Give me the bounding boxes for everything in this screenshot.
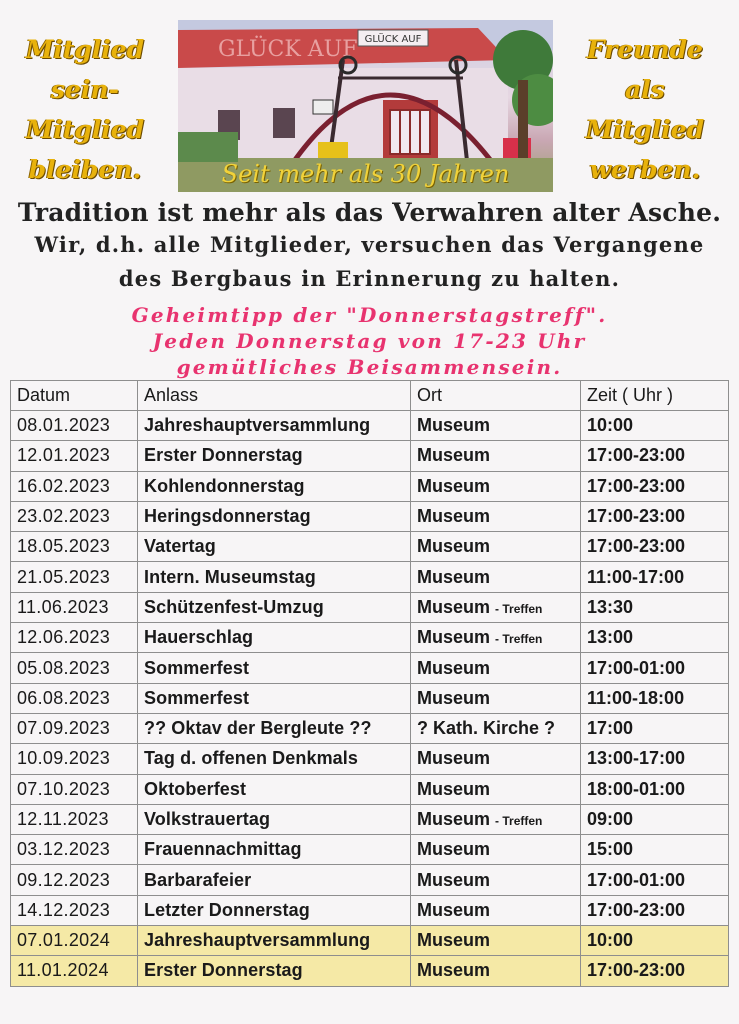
cell-zeit-text: 17:00-23:00	[587, 445, 686, 466]
cell-zeit-text: 13:00	[587, 627, 634, 648]
table-row	[11, 865, 729, 895]
table-row	[11, 926, 729, 956]
table-row	[11, 501, 729, 531]
cell-datum	[11, 956, 138, 986]
cell-ort-text: Museum	[417, 960, 491, 981]
cell-zeit-text: 13:30	[587, 596, 634, 617]
cell-anlass-text: Volkstrauertag	[144, 809, 271, 829]
cell-datum	[11, 411, 138, 441]
cell-ort	[411, 865, 581, 895]
cell-zeit-text: 13:00-17:00	[587, 748, 686, 769]
cell-anlass	[138, 592, 411, 622]
cell-zeit	[581, 653, 729, 683]
cell-anlass	[138, 441, 411, 471]
cell-anlass	[138, 926, 411, 956]
cell-ort	[411, 592, 581, 622]
cell-datum-text: 18.05.2023	[17, 536, 111, 557]
cell-zeit-text: 15:00	[587, 839, 634, 860]
cell-datum	[11, 926, 138, 956]
cell-ort	[411, 744, 581, 774]
cell-datum-text: 07.09.2023	[17, 718, 111, 739]
cell-ort	[411, 926, 581, 956]
cell-zeit-text: 10:00	[587, 930, 634, 951]
cell-ort-text: Museum	[417, 415, 491, 436]
cell-anlass	[138, 562, 411, 592]
table-row	[11, 956, 729, 986]
cell-datum-text: 10.09.2023	[17, 748, 111, 769]
cell-ort-text: Museum	[417, 596, 491, 617]
cell-ort	[411, 956, 581, 986]
cell-ort-text: Museum	[417, 627, 491, 648]
cell-zeit	[581, 592, 729, 622]
cell-anlass	[138, 471, 411, 501]
cell-zeit	[581, 532, 729, 562]
cell-zeit	[581, 411, 729, 441]
cell-anlass	[138, 774, 411, 804]
cell-zeit-text: 17:00	[587, 718, 634, 739]
cell-datum-text: 12.06.2023	[17, 627, 111, 648]
roof-lettering: GLÜCK AUF	[218, 37, 358, 62]
cell-anlass	[138, 532, 411, 562]
cell-datum-text: 09.12.2023	[17, 869, 111, 890]
cell-anlass	[138, 653, 411, 683]
cell-datum	[11, 441, 138, 471]
cell-zeit-text: 18:00-01:00	[587, 778, 686, 799]
cell-ort	[411, 562, 581, 592]
cell-datum	[11, 774, 138, 804]
cell-zeit	[581, 774, 729, 804]
cell-datum	[11, 653, 138, 683]
cell-anlass	[138, 865, 411, 895]
cell-anlass	[138, 895, 411, 925]
headline-line-1: Tradition ist mehr als das Verwahren alter Asche.	[17, 198, 722, 227]
cell-datum	[11, 744, 138, 774]
cell-datum-text: 12.01.2023	[17, 445, 111, 466]
cell-anlass	[138, 683, 411, 713]
cell-anlass-text: Schützenfest-Umzug	[144, 596, 324, 617]
table-row	[11, 835, 729, 865]
photo-caption: Seit mehr als 30 Jahren	[221, 160, 510, 188]
cell-anlass-text: Sommerfest	[144, 657, 250, 678]
cell-ort-text: Museum	[417, 475, 491, 496]
tip-line-1: Geheimtipp der "Donnerstagstreff".	[131, 303, 608, 327]
cell-datum-text: 21.05.2023	[17, 566, 111, 587]
cell-anlass	[138, 835, 411, 865]
cell-zeit	[581, 623, 729, 653]
cell-ort	[411, 623, 581, 653]
cell-ort-text: Museum	[417, 657, 491, 678]
table-header-row	[11, 381, 729, 411]
cell-ort-note: - Treffen	[495, 632, 543, 647]
cell-ort	[411, 653, 581, 683]
cell-anlass-text: Intern. Museumstag	[144, 566, 316, 587]
cell-zeit-text: 09:00	[587, 809, 634, 829]
cell-anlass-text: Erster Donnerstag	[144, 960, 303, 981]
cell-ort-text: Museum	[417, 839, 491, 860]
cell-zeit	[581, 744, 729, 774]
cell-datum-text: 07.01.2024	[17, 930, 111, 951]
cell-datum-text: 03.12.2023	[17, 839, 111, 860]
cell-datum-text: 07.10.2023	[17, 778, 111, 799]
cell-datum	[11, 895, 138, 925]
cell-datum	[11, 804, 138, 834]
cell-zeit	[581, 895, 729, 925]
cell-anlass-text: Letzter Donnerstag	[144, 899, 310, 920]
cell-zeit-text: 17:00-23:00	[587, 475, 686, 496]
cell-zeit-text: 11:00-18:00	[587, 687, 685, 708]
cell-zeit	[581, 683, 729, 713]
cell-anlass-text: ?? Oktav der Bergleute ??	[144, 718, 372, 739]
tip-line-3: gemütliches Beisammensein.	[176, 355, 563, 379]
museum-photo	[178, 20, 553, 192]
cell-datum	[11, 471, 138, 501]
table-row	[11, 804, 729, 834]
table-row	[11, 471, 729, 501]
cell-ort	[411, 774, 581, 804]
table-row	[11, 895, 729, 925]
cell-datum-text: 11.01.2024	[17, 960, 109, 981]
cell-zeit-text: 17:00-01:00	[587, 869, 686, 890]
cell-ort-text: Museum	[417, 930, 491, 951]
cell-zeit	[581, 713, 729, 743]
cell-ort-text: Museum	[417, 566, 491, 587]
cell-zeit-text: 11:00-17:00	[587, 566, 685, 587]
cell-ort	[411, 411, 581, 441]
cell-zeit-text: 17:00-01:00	[587, 657, 686, 678]
table-row	[11, 713, 729, 743]
headline-line-3: des Bergbaus in Erinnerung zu halten.	[118, 266, 621, 291]
cell-datum-text: 08.01.2023	[17, 415, 111, 436]
table-row	[11, 774, 729, 804]
table-row	[11, 411, 729, 441]
cell-ort	[411, 471, 581, 501]
cell-datum	[11, 865, 138, 895]
headline-line-2: Wir, d.h. alle Mitglieder, versuchen das Vergangene	[34, 232, 705, 257]
cell-ort-text: ? Kath. Kirche ?	[417, 718, 556, 739]
header-ort: Ort	[411, 381, 581, 411]
cell-zeit-text: 17:00-23:00	[587, 899, 686, 920]
cell-ort	[411, 683, 581, 713]
header-zeit: Zeit ( Uhr )	[581, 381, 729, 411]
cell-ort	[411, 713, 581, 743]
table-row	[11, 623, 729, 653]
cell-anlass	[138, 623, 411, 653]
cell-zeit	[581, 501, 729, 531]
cell-zeit-text: 17:00-23:00	[587, 506, 686, 527]
cell-anlass	[138, 411, 411, 441]
table-row	[11, 562, 729, 592]
cell-anlass-text: Heringsdonnerstag	[144, 506, 311, 527]
cell-zeit-text: 10:00	[587, 415, 634, 436]
cell-zeit-text: 17:00-23:00	[587, 960, 686, 981]
cell-anlass-text: Oktoberfest	[144, 778, 247, 799]
cell-anlass-text: Kohlendonnerstag	[144, 475, 305, 496]
cell-datum	[11, 562, 138, 592]
cell-zeit	[581, 865, 729, 895]
cell-ort	[411, 895, 581, 925]
cell-datum	[11, 592, 138, 622]
cell-anlass	[138, 744, 411, 774]
cell-anlass-text: Jahreshauptversammlung	[144, 930, 371, 951]
cell-zeit	[581, 956, 729, 986]
cell-anlass-text: Barbarafeier	[144, 869, 252, 890]
cell-anlass-text: Jahreshauptversammlung	[144, 415, 371, 436]
cell-ort-text: Museum	[417, 869, 491, 890]
cell-datum	[11, 623, 138, 653]
cell-zeit-text: 17:00-23:00	[587, 536, 686, 557]
cell-ort	[411, 532, 581, 562]
cell-datum	[11, 683, 138, 713]
cell-ort-text: Museum	[417, 506, 491, 527]
tip-line-2: Jeden Donnerstag von 17-23 Uhr	[152, 329, 587, 353]
table-row	[11, 653, 729, 683]
header-anlass: Anlass	[138, 381, 411, 411]
cell-ort-text: Museum	[417, 899, 491, 920]
cell-ort	[411, 501, 581, 531]
cell-ort-note: - Treffen	[495, 814, 543, 828]
cell-datum-text: 12.11.2023	[17, 809, 109, 829]
cell-ort-text: Museum	[417, 445, 491, 466]
table-row	[11, 744, 729, 774]
cell-ort-text: Museum	[417, 536, 491, 557]
cell-anlass	[138, 713, 411, 743]
cell-datum	[11, 835, 138, 865]
event-schedule-table	[10, 380, 729, 987]
cell-datum-text: 14.12.2023	[17, 899, 111, 920]
cell-anlass-text: Tag d. offenen Denkmals	[144, 748, 359, 769]
cell-datum	[11, 532, 138, 562]
right-slogan: Freunde als Mitglied werben.	[585, 35, 705, 184]
cell-datum-text: 06.08.2023	[17, 687, 111, 708]
cell-zeit	[581, 471, 729, 501]
table-row	[11, 683, 729, 713]
cell-datum-text: 11.06.2023	[17, 596, 109, 617]
cell-ort	[411, 835, 581, 865]
cell-ort-text: Museum	[417, 748, 491, 769]
table-row	[11, 441, 729, 471]
cell-anlass	[138, 956, 411, 986]
cell-ort	[411, 804, 581, 834]
cell-anlass	[138, 804, 411, 834]
cell-anlass-text: Frauennachmittag	[144, 839, 302, 860]
table-row	[11, 532, 729, 562]
header-datum: Datum	[11, 381, 138, 411]
cell-anlass-text: Hauerschlag	[144, 627, 254, 648]
cell-zeit	[581, 441, 729, 471]
cell-zeit	[581, 835, 729, 865]
cell-anlass	[138, 501, 411, 531]
cell-zeit	[581, 804, 729, 834]
cell-anlass-text: Vatertag	[144, 536, 216, 557]
cell-ort-text: Museum	[417, 778, 491, 799]
cell-zeit	[581, 926, 729, 956]
table-row	[11, 592, 729, 622]
sign-board-lettering: GLÜCK AUF	[364, 34, 422, 45]
cell-anlass-text: Erster Donnerstag	[144, 445, 303, 466]
cell-ort-text: Museum	[417, 687, 491, 708]
left-slogan: Mitglied sein- Mitglied bleiben.	[25, 35, 145, 184]
cell-ort-note: - Treffen	[495, 601, 543, 616]
cell-ort-text: Museum	[417, 809, 491, 829]
cell-datum-text: 23.02.2023	[17, 506, 111, 527]
cell-anlass-text: Sommerfest	[144, 687, 250, 708]
cell-ort	[411, 441, 581, 471]
cell-datum-text: 16.02.2023	[17, 475, 111, 496]
cell-datum	[11, 713, 138, 743]
cell-zeit	[581, 562, 729, 592]
cell-datum-text: 05.08.2023	[17, 657, 111, 678]
cell-datum	[11, 501, 138, 531]
